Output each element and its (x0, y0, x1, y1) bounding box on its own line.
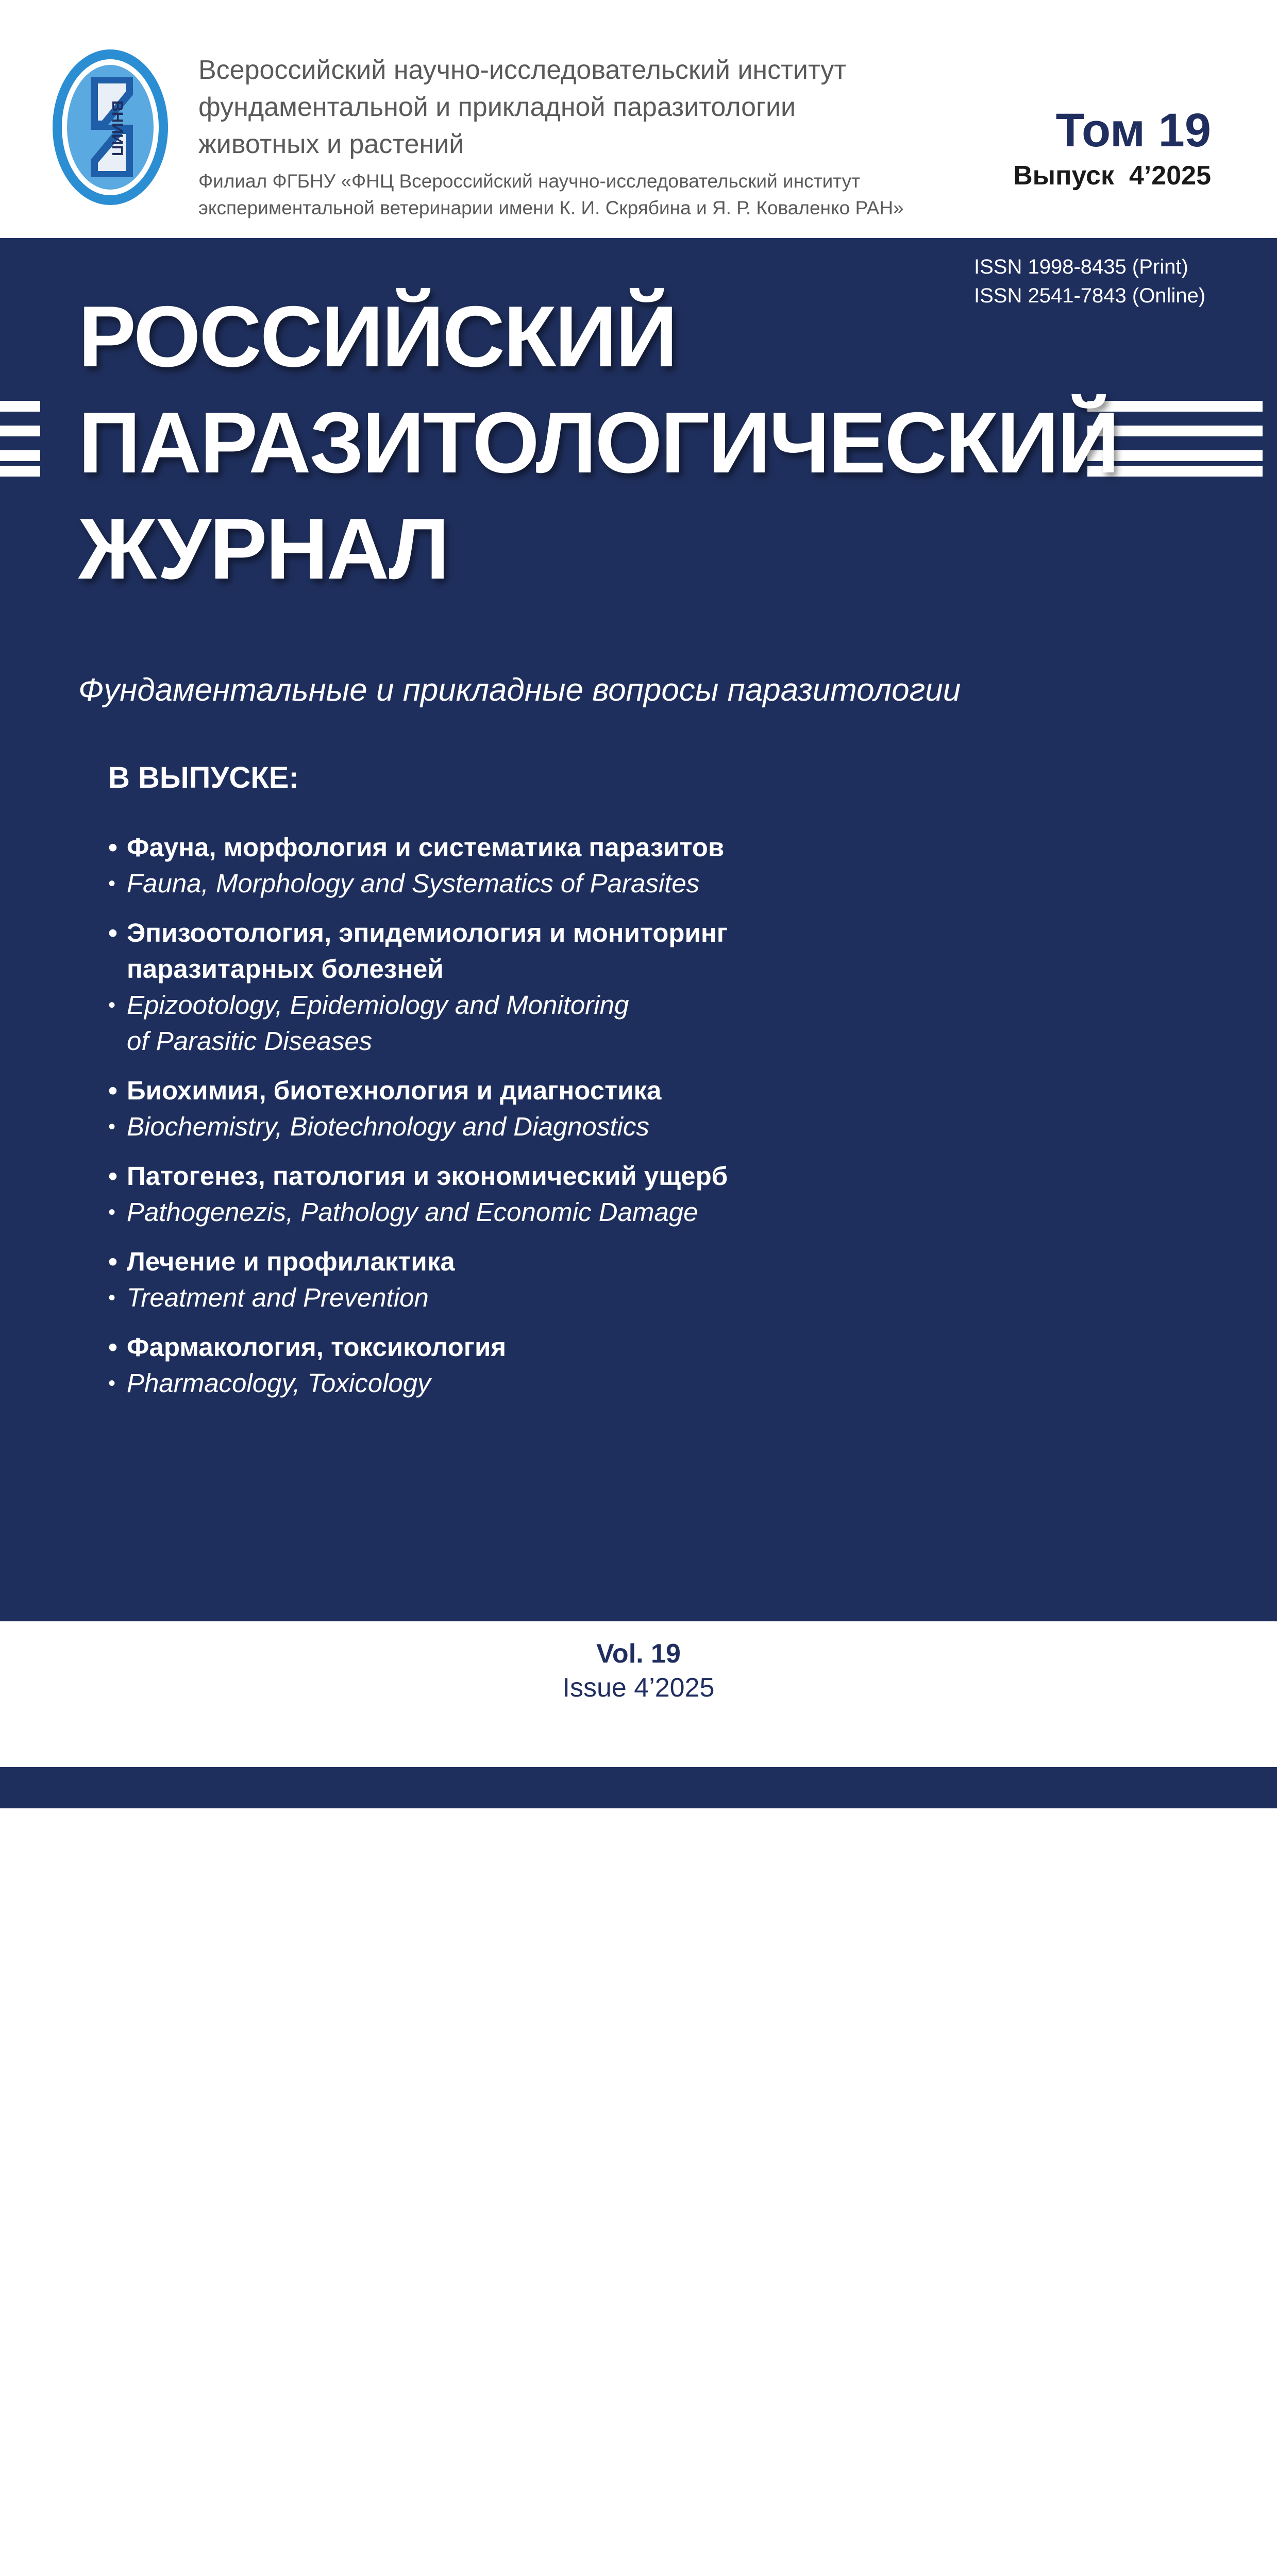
cover-footer (0, 1621, 1277, 1767)
topic-ru: • Фауна, морфология и систематика паразитов (108, 829, 984, 866)
topic-ru: • Лечение и профилактика (108, 1244, 984, 1280)
branch-line: Филиал ФГБНУ «ФНЦ Всероссийский научно-исследовательский институт (198, 171, 861, 192)
topic-ru: • Эпизоотология, эпидемиология и мониторинг паразитарных болезней (108, 915, 984, 987)
title-line: РОССИЙСКИЙ (78, 288, 677, 385)
in-issue-heading: В ВЫПУСКЕ: (108, 761, 299, 794)
vniip-logo-icon (51, 47, 170, 207)
topic-item (108, 1073, 984, 1145)
english-issue: Issue 4’2025 (562, 1673, 715, 1703)
institute-line: Всероссийский научно-исследовательский институт (198, 55, 847, 85)
institute-block (198, 52, 904, 222)
institute-line: фундаментальной и прикладной паразитологии (198, 92, 796, 122)
topic-ru: • Фармакология, токсикология (108, 1329, 984, 1365)
topic-item (108, 1329, 984, 1401)
topic-item (108, 829, 984, 902)
topics-list (108, 829, 984, 1415)
issue-label: Выпуск 4’2025 (1013, 161, 1211, 191)
topic-ru: • Патогенез, патология и экономический ущерб (108, 1158, 984, 1194)
topic-en: • Fauna, Morphology and Systematics of Parasites (108, 866, 984, 902)
left-stripe (0, 426, 40, 436)
topic-ru: • Биохимия, биотехнология и диагностика (108, 1073, 984, 1109)
topic-en: • Epizootology, Epidemiology and Monitoring of Parasitic Diseases (108, 987, 984, 1059)
issn-online: ISSN 2541-7843 (Online) (974, 284, 1206, 307)
topic-en: • Pharmacology, Toxicology (108, 1365, 984, 1401)
volume-label: Том 19 (1055, 104, 1211, 157)
branch-text (198, 168, 904, 222)
left-stripe (0, 450, 40, 461)
topic-item (108, 915, 984, 1059)
topic-en: • Biochemistry, Biotechnology and Diagnostics (108, 1109, 984, 1145)
cover-header (0, 0, 1277, 238)
branch-line: экспериментальной ветеринарии имени К. И. Скрябина и Я. Р. Коваленко РАН» (198, 197, 904, 218)
topic-item (108, 1244, 984, 1316)
issn-print: ISSN 1998-8435 (Print) (974, 256, 1188, 278)
left-stripe (0, 401, 40, 412)
title-line: ПАРАЗИТОЛОГИЧЕСКИЙ (78, 394, 1118, 491)
left-stripe (0, 466, 40, 477)
topic-en: • Pathogenezis, Pathology and Economic Damage (108, 1194, 984, 1230)
logo-text: ВНИИП (109, 100, 126, 157)
volume-box (1013, 103, 1211, 192)
english-volume: Vol. 19 (596, 1639, 681, 1669)
institute-line: животных и растений (198, 129, 464, 159)
journal-title (78, 283, 1118, 602)
topic-item (108, 1158, 984, 1230)
title-line: ЖУРНАЛ (78, 500, 448, 597)
bottom-band (0, 1767, 1277, 1808)
topic-en: • Treatment and Prevention (108, 1280, 984, 1316)
tagline: Фундаментальные и прикладные вопросы паразитологии (78, 672, 961, 708)
